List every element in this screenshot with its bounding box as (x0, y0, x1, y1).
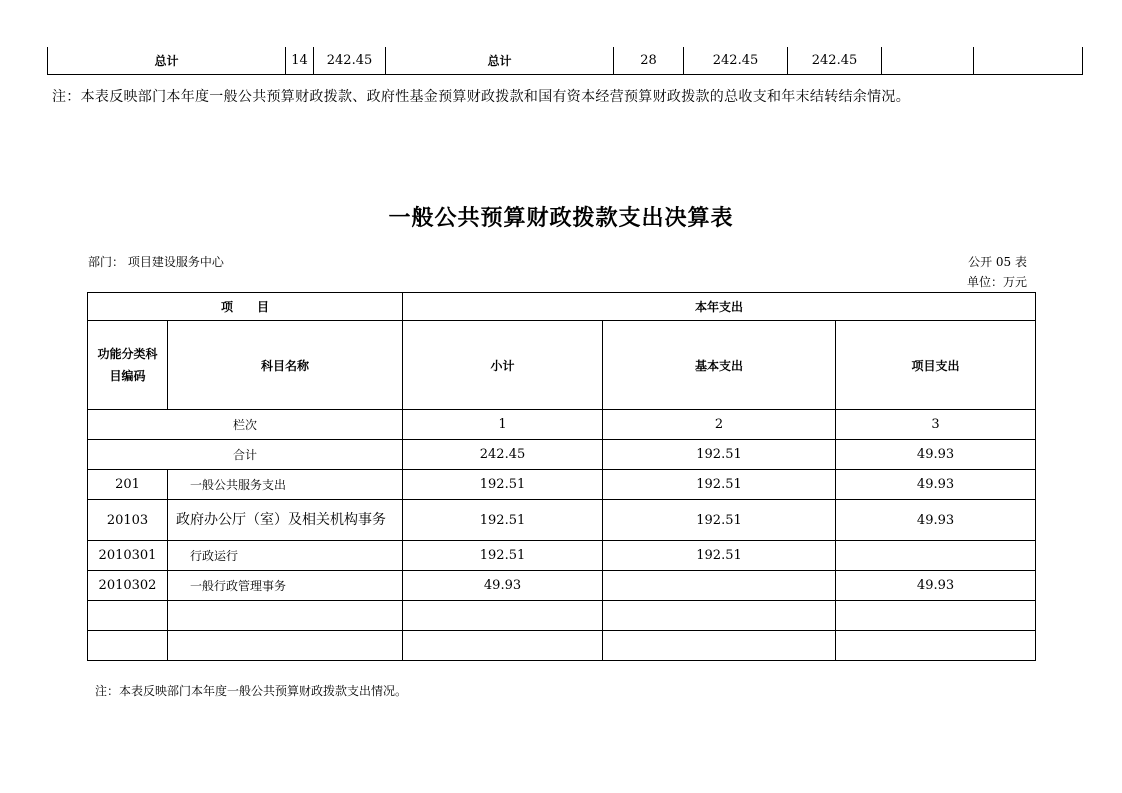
column-index-label: 栏次 (88, 410, 403, 440)
department-label: 部门： 项目建设服务中心 (88, 255, 224, 269)
header-expense: 本年支出 (403, 293, 1036, 321)
row-subtotal (403, 601, 603, 631)
row-subtotal: 192.51 (403, 500, 603, 541)
row-basic (603, 571, 836, 601)
total-expense-value: 242.45 (684, 47, 788, 75)
column-index-2: 2 (603, 410, 836, 440)
total-fund-value (882, 47, 974, 75)
table-row (88, 470, 1036, 500)
row-project: 49.93 (836, 470, 1036, 500)
row-project (836, 541, 1036, 571)
table-row (88, 500, 1036, 541)
row-name (168, 601, 403, 631)
total-general-budget-value: 242.45 (788, 47, 882, 75)
table-row (88, 571, 1036, 601)
row-subtotal: 49.93 (403, 571, 603, 601)
col-subtotal-header: 小计 (403, 321, 603, 410)
col-code-header: 功能分类科目编码 (88, 321, 168, 410)
row-project: 49.93 (836, 571, 1036, 601)
row-code: 20103 (88, 500, 168, 541)
row-name: 政府办公厅（室）及相关机构事务 (168, 500, 403, 541)
unit-label: 单位：万元 (966, 275, 1027, 289)
expenditure-table (87, 292, 1036, 661)
total-subtotal: 242.45 (403, 440, 603, 470)
top-table-note: 注：本表反映部门本年度一般公共预算财政拨款、政府性基金预算财政拨款和国有资本经营预算财政拨款的总收支和年末结转结余情况。 (52, 89, 910, 105)
row-code: 201 (88, 470, 168, 500)
table-code: 公开 05 表 (968, 255, 1027, 269)
row-code: 2010302 (88, 571, 168, 601)
row-basic: 192.51 (603, 500, 836, 541)
table-row (88, 601, 1036, 631)
total-project: 49.93 (836, 440, 1036, 470)
bottom-table-note: 注：本表反映部门本年度一般公共预算财政拨款支出情况。 (95, 684, 408, 698)
summary-total-table (47, 47, 1083, 75)
row-project: 49.93 (836, 500, 1036, 541)
total-state-capital-value (974, 47, 1083, 75)
total-basic: 192.51 (603, 440, 836, 470)
header-row-1 (88, 293, 1036, 321)
row-code (88, 601, 168, 631)
row-name: 一般行政管理事务 (168, 571, 403, 601)
row-subtotal: 192.51 (403, 541, 603, 571)
col-basic-header: 基本支出 (603, 321, 836, 410)
row-project (836, 601, 1036, 631)
row-basic: 192.51 (603, 541, 836, 571)
col-project-header: 项目支出 (836, 321, 1036, 410)
row-code (88, 631, 168, 661)
header-item: 项 目 (88, 293, 403, 321)
total-label-expense: 总计 (386, 47, 614, 75)
row-name: 行政运行 (168, 541, 403, 571)
row-name: 一般公共服务支出 (168, 470, 403, 500)
column-index-1: 1 (403, 410, 603, 440)
row-code: 2010301 (88, 541, 168, 571)
row-name (168, 631, 403, 661)
column-index-3: 3 (836, 410, 1036, 440)
total-label-income: 总计 (48, 47, 286, 75)
total-row (88, 440, 1036, 470)
table-row (88, 541, 1036, 571)
total-income-line: 14 (286, 47, 314, 75)
total-label: 合计 (88, 440, 403, 470)
row-basic (603, 601, 836, 631)
header-row-2 (88, 321, 1036, 410)
row-subtotal (403, 631, 603, 661)
page-title: 一般公共预算财政拨款支出决算表 (388, 206, 734, 231)
table-row (88, 631, 1036, 661)
row-basic (603, 631, 836, 661)
total-income-value: 242.45 (314, 47, 386, 75)
row-subtotal: 192.51 (403, 470, 603, 500)
total-expense-line: 28 (614, 47, 684, 75)
row-basic: 192.51 (603, 470, 836, 500)
column-index-row (88, 410, 1036, 440)
col-name-header: 科目名称 (168, 321, 403, 410)
row-project (836, 631, 1036, 661)
summary-total-row (48, 47, 1083, 75)
